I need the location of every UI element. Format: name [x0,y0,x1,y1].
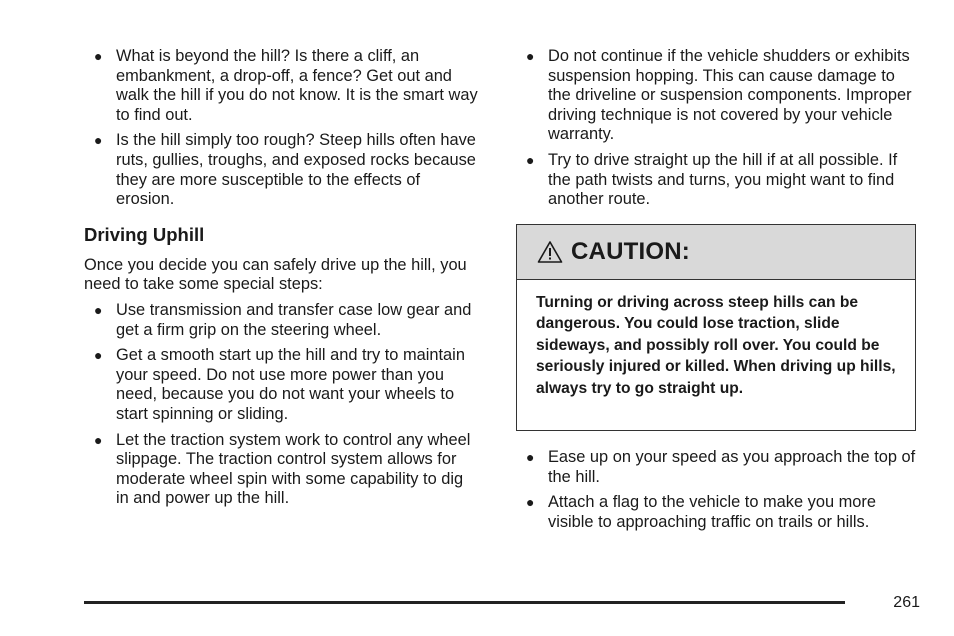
list-item [516,47,920,145]
page-number: 261 [893,594,920,611]
list-item-text: Get a smooth start up the hill and try to maintain your speed. Do not use more power than you need, because you do not want your wheels to start spinning or sliding. [116,346,465,423]
right-top-bullet-list [516,47,920,210]
bullet-icon: ● [94,431,103,448]
left-top-bullet-list [84,47,479,210]
bullet-icon: ● [526,449,535,465]
list-item [516,448,920,487]
bullet-icon: ● [526,494,535,511]
list-item [516,493,920,532]
intro-paragraph: Once you decide you can safely drive up the hill, you need to take some special steps: [84,255,467,294]
list-item-text: Try to drive straight up the hill if at all possible. If the path twists and turns, you might want to find another route. [548,150,898,209]
uphill-steps-list [84,301,479,509]
bullet-icon: ● [94,347,103,364]
bullet-icon: ● [526,151,535,168]
bullet-icon: ● [94,132,103,149]
list-item-text: Is the hill simply too rough? Steep hills often have ruts, gullies, troughs, and exposed rocks because they are more susceptible to the effects of erosion. [116,131,476,209]
left-column [84,47,479,515]
list-item [84,301,479,340]
bullet-icon: ● [94,48,103,64]
bullet-icon: ● [526,48,535,64]
list-item-text: Do not continue if the vehicle shudders or exhibits suspension hopping. This can cause damage to the driveline or suspension components. Improper driving technique is not covered by your vehicle warranty. [548,47,912,144]
section-heading: Driving Uphill [84,223,205,245]
list-item [84,346,479,424]
right-bottom-bullet-list [516,448,920,532]
list-item [84,131,479,209]
caution-body: Turning or driving across steep hills can be dangerous. You could lose traction, slide sideways, and possibly roll over. You could be seriously injured or killed. When driving up hills, always try to go straight up. [536,294,896,397]
caution-header [517,225,915,280]
list-item-text: Attach a flag to the vehicle to make you more visible to approaching traffic on trails or hills. [548,493,876,531]
warning-triangle-icon [537,240,563,264]
caution-title: CAUTION: [571,238,690,265]
list-item [516,151,920,210]
bullet-icon: ● [94,301,103,318]
list-item [84,431,479,509]
list-item [84,47,479,125]
right-column-top [516,47,920,216]
list-item-text: Use transmission and transfer case low gear and get a firm grip on the steering wheel. [116,300,472,339]
list-item-text: Let the traction system work to control any wheel slippage. The traction control system allows for moderate wheel spin with some capability to dig in and power up the hill. [116,430,471,508]
right-column-bottom [516,448,920,538]
list-item-text: What is beyond the hill? Is there a cliff, an embankment, a drop-off, a fence? Get out and walk the hill if you do not know. It is the smart way to find out. [116,47,478,124]
caution-box [516,224,916,431]
footer-rule [84,601,845,604]
list-item-text: Ease up on your speed as you approach the top of the hill. [548,448,916,486]
